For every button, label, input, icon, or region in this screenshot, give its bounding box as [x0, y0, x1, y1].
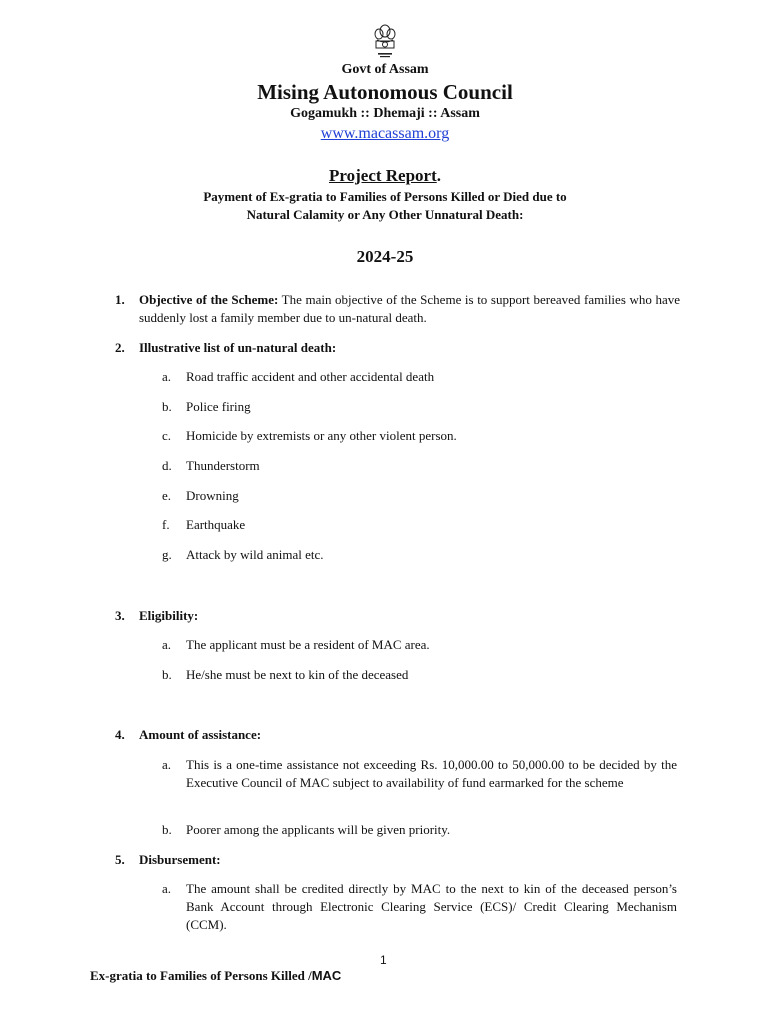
report-subtitle [0, 188, 770, 224]
list-item-letter: a. [162, 757, 172, 772]
section-heading: Objective of the Scheme: [139, 292, 279, 307]
footer-suffix: MAC [311, 968, 342, 983]
list-item [162, 821, 677, 839]
list-item [162, 636, 677, 654]
report-title-text: Project Report [328, 166, 437, 185]
page-number: 1 [380, 953, 387, 967]
list-item [162, 516, 677, 534]
list-item-letter: c. [162, 428, 172, 443]
section-number: 1. [115, 292, 125, 307]
section-heading: Amount of assistance: [139, 727, 262, 742]
list-item-letter: a. [162, 881, 172, 896]
list-item-text: Homicide by extremists or any other violent person. [186, 428, 457, 443]
section-amount-of-assistance [115, 726, 680, 744]
list-item [162, 666, 677, 684]
list-item-text: Earthquake [186, 517, 246, 532]
list-item-letter: g. [162, 547, 172, 562]
list-item [162, 368, 677, 386]
list-item [162, 457, 677, 475]
report-year: 2024-25 [356, 247, 414, 266]
section-heading: Disbursement: [139, 852, 221, 867]
list-item [162, 546, 677, 564]
section-unnatural-death-list [115, 339, 680, 357]
report-subtitle-line1: Payment of Ex-gratia to Families of Persons Killed or Died due to [203, 189, 567, 204]
list-item-text: The applicant must be a resident of MAC area. [186, 637, 430, 652]
govt-label: Govt of Assam [341, 62, 429, 77]
council-location: Gogamukh :: Dhemaji :: Assam [290, 106, 480, 121]
list-item-text: Thunderstorm [186, 458, 260, 473]
section-heading: Illustrative list of un-natural death: [139, 340, 337, 355]
section-number: 2. [115, 340, 125, 355]
list-item-text: Poorer among the applicants will be given priority. [186, 822, 451, 837]
report-subtitle-line2: Natural Calamity or Any Other Unnatural Death: [246, 207, 524, 222]
list-item-letter: b. [162, 667, 172, 682]
list-item-text: The amount shall be credited directly by MAC to the next to kin of the deceased person’s Bank Account through Electronic Clearing Service (ECS)/ Credit Clearing Mechanism (CCM). [186, 881, 677, 932]
section-text: The main objective of the Scheme is to support bereaved families who have suddenly lost a family member due to un-natural death. [139, 292, 680, 325]
footer-text: Ex-gratia to Families of Persons Killed / [90, 968, 312, 983]
list-item-letter: b. [162, 822, 172, 837]
list-item [162, 398, 677, 416]
list-item-letter: d. [162, 458, 172, 473]
section-disbursement [115, 851, 680, 869]
list-item-text: Road traffic accident and other accidental death [186, 369, 435, 384]
section-number: 5. [115, 852, 125, 867]
national-emblem-icon [370, 22, 400, 62]
section-heading: Eligibility: [139, 608, 199, 623]
list-item [162, 756, 677, 792]
list-item [162, 487, 677, 505]
page-footer [90, 968, 341, 984]
list-item-letter: a. [162, 369, 172, 384]
list-item [162, 427, 677, 445]
list-item-text: He/she must be next to kin of the deceased [186, 667, 409, 682]
section-objective [115, 291, 680, 327]
section-number: 3. [115, 608, 125, 623]
website-link[interactable]: www.macassam.org [320, 125, 450, 142]
report-title: Project Report. [328, 166, 442, 185]
list-item-text: Police firing [186, 399, 251, 414]
list-item-text: Drowning [186, 488, 239, 503]
council-name: Mising Autonomous Council [257, 80, 513, 104]
list-item-letter: f. [162, 517, 170, 532]
list-item-letter: e. [162, 488, 172, 503]
list-item-letter: b. [162, 399, 172, 414]
list-item [162, 880, 677, 934]
list-item-text: This is a one-time assistance not exceeding Rs. 10,000.00 to 50,000.00 to be decided by the Executive Council of MAC subject to availability of fund earmarked for the scheme [186, 757, 677, 790]
list-item-text: Attack by wild animal etc. [186, 547, 324, 562]
section-number: 4. [115, 727, 125, 742]
list-item-letter: a. [162, 637, 172, 652]
section-eligibility [115, 607, 680, 625]
